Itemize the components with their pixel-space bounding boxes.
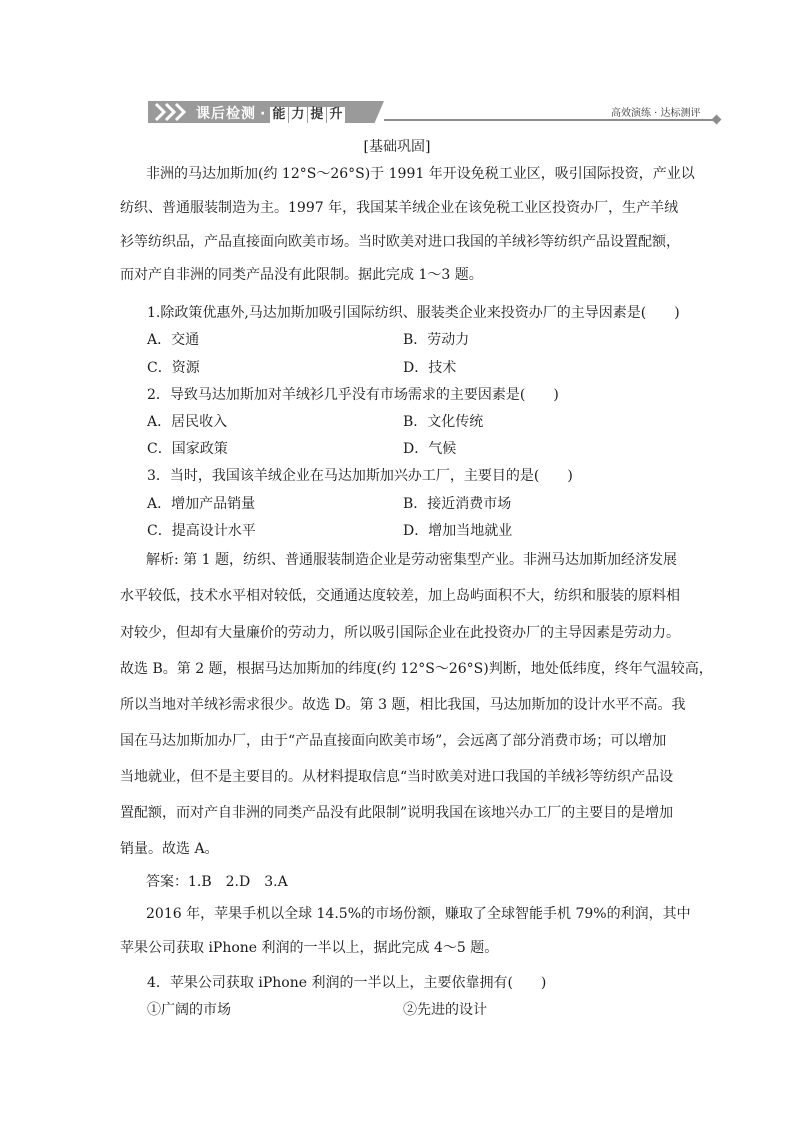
header-title-char: 提: [310, 107, 325, 122]
analysis-line: 置配额，而对产自非洲的同类产品没有此限制”说明我国在该地兴办工厂的主要目的是增加: [120, 805, 674, 821]
header-band: [148, 101, 720, 123]
header-title: [196, 103, 346, 123]
header-right-text: 高效演练 · 达标测评: [611, 108, 701, 119]
analysis-line: 当地就业，但不是主要目的。从材料提取信息“当时欧美对进口我国的羊绒衫等纺织产品设: [120, 769, 674, 785]
answer-key: 答案：1.B 2.D 3.A: [146, 874, 288, 890]
analysis-line: 解析: 第 1 题，纺织、普通服装制造企业是劳动密集型产业。非洲马达加斯加经济发展: [146, 552, 677, 568]
option-a: A．增加产品销量: [147, 496, 256, 512]
option-2: ②先进的设计: [403, 1002, 487, 1018]
option-d: D．技术: [403, 360, 457, 376]
intro2-line: 2016 年，苹果手机以全球 14.5%的市场份额，赚取了全球智能手机 79%的利润，其中: [146, 906, 691, 922]
header-title-prefix: 课后检测: [196, 106, 256, 122]
intro2-line: 苹果公司获取 iPhone 利润的一半以上，据此完成 4～5 题。: [120, 940, 499, 956]
analysis-line: 水平较低，技术水平相对较低，交通通达度较差，加上岛屿面积不大，纺织和服装的原料相: [120, 588, 680, 604]
intro-line: 衫等纺织品，产品直接面向欧美市场。当时欧美对进口我国的羊绒衫等纺织产品设置配额，: [120, 234, 680, 250]
option-c: C．提高设计水平: [147, 523, 256, 539]
header-title-char: 力: [291, 107, 306, 122]
option-a: A．居民收入: [147, 414, 228, 430]
question-stem: 4．苹果公司获取 iPhone 利润的一半以上，主要依靠拥有( ): [147, 975, 547, 991]
question-stem: 3．当时，我国该羊绒企业在马达加斯加兴办工厂，主要目的是( ): [147, 468, 573, 484]
option-a: A．交通: [147, 332, 200, 348]
intro-line: 纺织、普通服装制造为主。1997 年，我国某羊绒企业在该免税工业区投资办厂，生产羊绒: [120, 200, 679, 216]
option-d: D．增加当地就业: [403, 523, 513, 539]
option-b: B．劳动力: [403, 332, 470, 348]
header-title-char: 升: [329, 107, 344, 122]
intro-line: 非洲的马达加斯加(约 12°S～26°S)于 1991 年开设免税工业区，吸引国际投资，产业以: [146, 166, 695, 182]
chevron-right-icon: [152, 102, 192, 122]
diamond-icon: [712, 115, 722, 125]
header-rule: [384, 119, 718, 121]
intro-line: 而对产自非洲的同类产品没有此限制。据此完成 1～3 题。: [120, 267, 483, 283]
option-b: B．接近消费市场: [403, 496, 512, 512]
analysis-line: 故选 B。第 2 题，根据马达加斯加的纬度(约 12°S～26°S)判断，地处低纬度，终年气温较高，: [120, 661, 713, 677]
header-title-char: 能: [272, 107, 287, 122]
option-c: C．资源: [147, 360, 200, 376]
analysis-line: 对较少，但却有大量廉价的劳动力，所以吸引国际企业在此投资办厂的主导因素是劳动力。: [120, 625, 680, 641]
analysis-line: 销量。故选 A。: [120, 841, 219, 857]
option-b: B．文化传统: [403, 414, 484, 430]
option-1: ①广阔的市场: [147, 1002, 231, 1018]
option-d: D．气候: [403, 441, 457, 457]
analysis-line: 所以当地对羊绒衫需求很少。故选 D。第 3 题，相比我国，马达加斯加的设计水平不高。我: [120, 697, 686, 713]
question-stem: 2．导致马达加斯加对羊绒衫几乎没有市场需求的主要因素是( ): [147, 387, 559, 403]
option-c: C．国家政策: [147, 441, 228, 457]
section-title: [基础巩固]: [363, 139, 431, 155]
analysis-line: 国在马达加斯加办厂，由于“产品直接面向欧美市场”，会远离了部分消费市场；可以增加: [120, 733, 667, 749]
header-title-dot: ·: [260, 106, 267, 122]
question-stem: 1.除政策优惠外,马达加斯加吸引国际纺织、服装类企业来投资办厂的主导因素是( ): [147, 305, 680, 321]
